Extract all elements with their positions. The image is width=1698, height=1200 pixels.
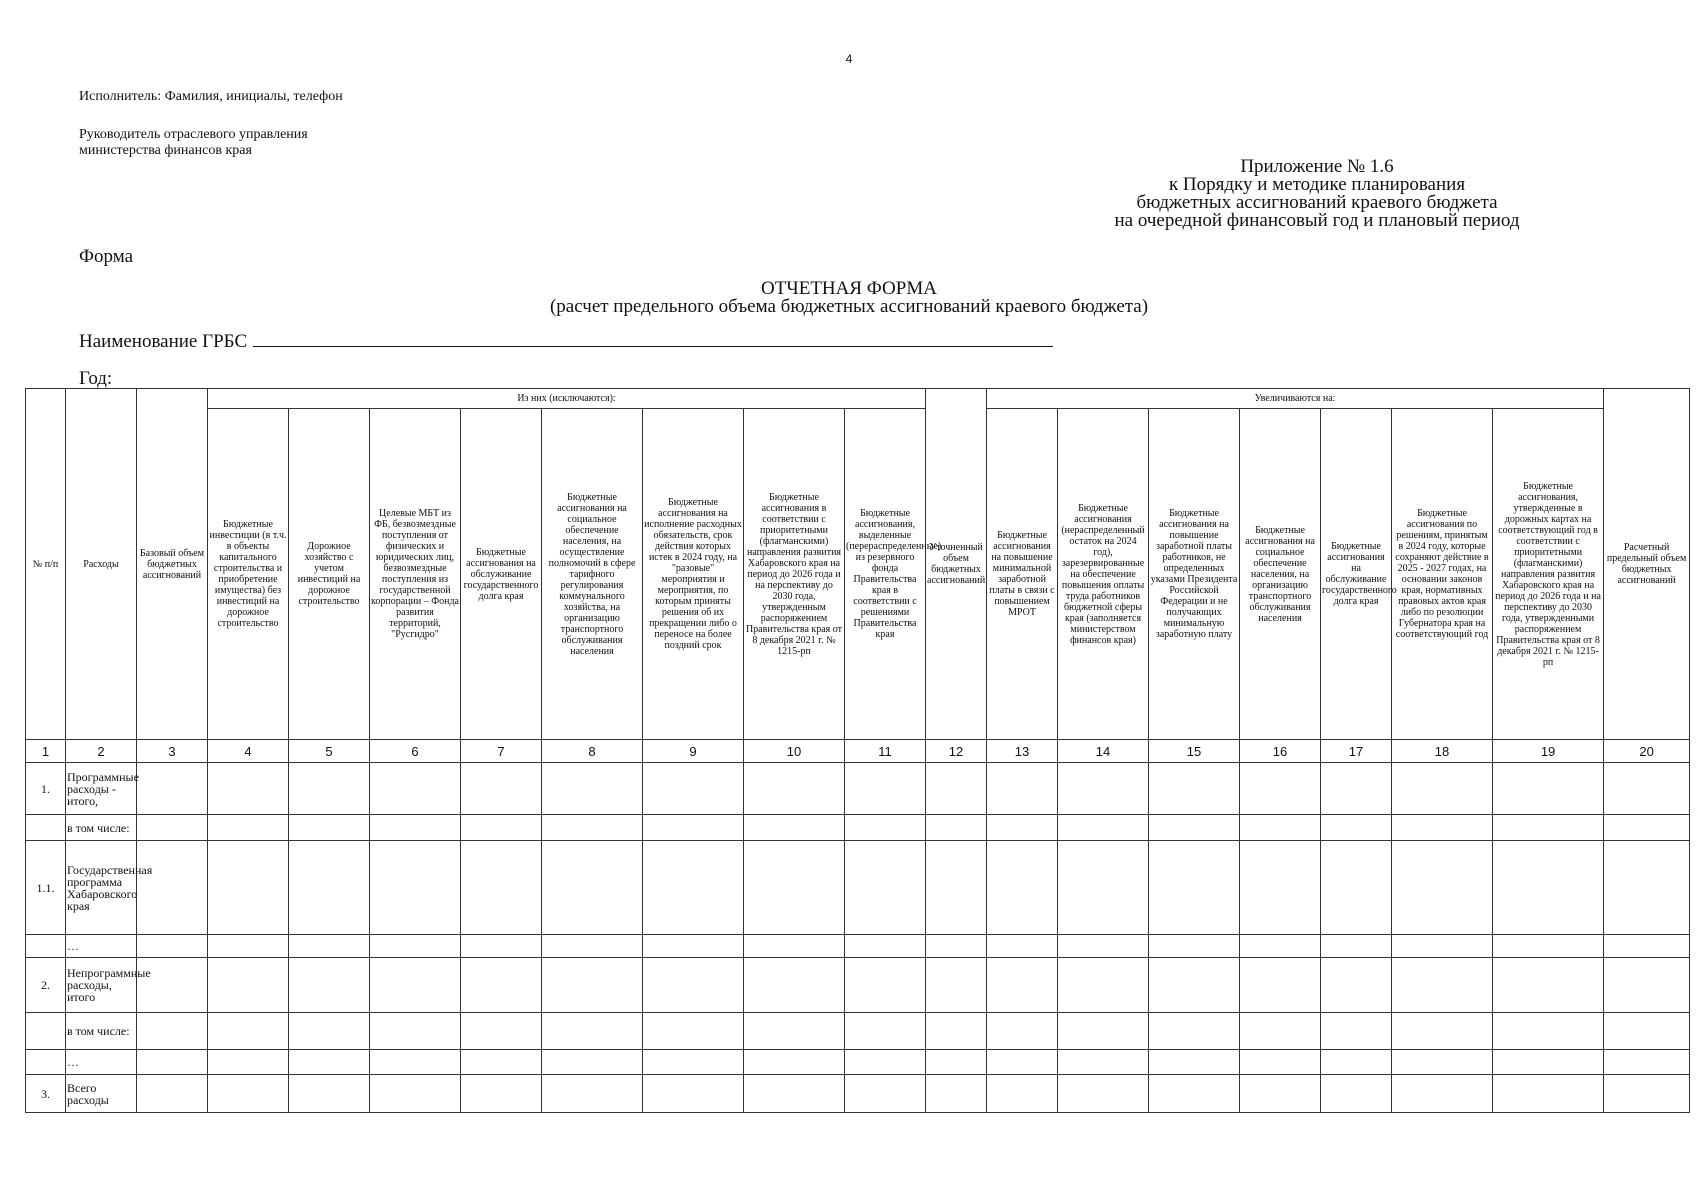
year-label: Год: <box>79 368 113 389</box>
column-number-cell: 18 <box>1392 740 1493 763</box>
empty-value-cell <box>1392 1013 1493 1050</box>
empty-value-cell <box>926 1075 987 1113</box>
col-header-13: Бюджетные ассигнования на повышение минимальной заработной платы в связи с повышением МРОТ <box>987 409 1058 740</box>
empty-value-cell <box>461 1013 542 1050</box>
empty-value-cell <box>208 958 289 1013</box>
empty-value-cell <box>1149 1013 1240 1050</box>
empty-value-cell <box>1392 1075 1493 1113</box>
empty-value-cell <box>1604 1050 1690 1075</box>
empty-value-cell <box>137 1013 208 1050</box>
row-label-cell: в том числе: <box>66 815 137 841</box>
col-header-16: Бюджетные ассигнования на социальное обеспечение населения, на организацию транспортного обслуживания населения <box>1240 409 1321 740</box>
empty-value-cell <box>987 763 1058 815</box>
row-number-cell: 3. <box>26 1075 66 1113</box>
col-header-2: Расходы <box>66 389 137 740</box>
col-header-20: Расчетный предельный объем бюджетных ассигнований <box>1604 389 1690 740</box>
empty-value-cell <box>1604 1075 1690 1113</box>
row-label-cell: … <box>66 1050 137 1075</box>
empty-value-cell <box>845 935 926 958</box>
empty-value-cell <box>208 1075 289 1113</box>
grbs-field <box>79 330 1053 353</box>
empty-value-cell <box>370 763 461 815</box>
empty-value-cell <box>542 763 643 815</box>
col-header-8: Бюджетные ассигнования на социальное обеспечение населения, на осуществление полномочий в сфере тарифного регулирования коммунального хозяйства, на организацию транспортного обслуживания населения <box>542 409 643 740</box>
col-header-14: Бюджетные ассигнования (нераспределенный остаток на 2024 год), зарезервированные на обеспечение повышения оплаты труда работников бюджетной сферы края (заполняется министерством финансов края) <box>1058 409 1149 740</box>
col-header-18: Бюджетные ассигнования по решениям, принятым в 2024 году, которые сохраняют действие в 2025 - 2027 годах, на основании законов края, нормативных правовых актов края либо по резолюции Губернатора края на соответствующий год <box>1392 409 1493 740</box>
column-number-cell: 16 <box>1240 740 1321 763</box>
empty-value-cell <box>289 935 370 958</box>
empty-value-cell <box>987 958 1058 1013</box>
empty-value-cell <box>987 815 1058 841</box>
empty-value-cell <box>1058 1050 1149 1075</box>
col-header-7: Бюджетные ассигнования на обслуживание государственного долга края <box>461 409 542 740</box>
col-header-4: Бюджетные инвестиции (в т.ч. в объекты капитального строительства и приобретение имущества) без инвестиций на дорожное строительство <box>208 409 289 740</box>
col-header-3: Базовый объем бюджетных ассигнований <box>137 389 208 740</box>
table-row <box>26 1075 1690 1113</box>
empty-value-cell <box>1604 763 1690 815</box>
column-number-cell: 1 <box>26 740 66 763</box>
empty-value-cell <box>744 1013 845 1050</box>
column-number-cell: 8 <box>542 740 643 763</box>
empty-value-cell <box>542 1075 643 1113</box>
row-label-cell: в том числе: <box>66 1013 137 1050</box>
empty-value-cell <box>744 1075 845 1113</box>
appendix-line-3: бюджетных ассигнований краевого бюджета <box>1136 192 1498 213</box>
column-number-cell: 2 <box>66 740 137 763</box>
empty-value-cell <box>1392 763 1493 815</box>
empty-value-cell <box>370 935 461 958</box>
empty-value-cell <box>1149 1075 1240 1113</box>
empty-value-cell <box>461 935 542 958</box>
empty-value-cell <box>289 815 370 841</box>
empty-value-cell <box>643 1013 744 1050</box>
col-header-11: Бюджетные ассигнования, выделенные (перераспределенные) из резервного фонда Правительства края в соответствии с решениями Правительства края <box>845 409 926 740</box>
appendix-line-2: к Порядку и методике планирования <box>1168 174 1466 195</box>
empty-value-cell <box>1058 958 1149 1013</box>
head-signature-block <box>79 127 308 159</box>
group-header-increased: Увеличиваются на: <box>987 389 1604 409</box>
table-row <box>26 958 1690 1013</box>
empty-value-cell <box>987 935 1058 958</box>
empty-value-cell <box>1321 958 1392 1013</box>
empty-value-cell <box>289 958 370 1013</box>
empty-value-cell <box>1604 1013 1690 1050</box>
empty-value-cell <box>1058 815 1149 841</box>
empty-value-cell <box>1493 841 1604 935</box>
empty-value-cell <box>643 935 744 958</box>
empty-value-cell <box>461 815 542 841</box>
empty-value-cell <box>643 763 744 815</box>
form-label: Форма <box>79 246 134 267</box>
row-number-cell <box>26 1050 66 1075</box>
empty-value-cell <box>744 763 845 815</box>
column-number-cell: 10 <box>744 740 845 763</box>
column-number-cell: 20 <box>1604 740 1690 763</box>
empty-value-cell <box>461 1050 542 1075</box>
empty-value-cell <box>289 1013 370 1050</box>
column-number-cell: 15 <box>1149 740 1240 763</box>
empty-value-cell <box>845 815 926 841</box>
empty-value-cell <box>1392 841 1493 935</box>
empty-value-cell <box>1493 958 1604 1013</box>
table-row <box>26 763 1690 815</box>
empty-value-cell <box>845 958 926 1013</box>
empty-value-cell <box>542 1050 643 1075</box>
row-number-cell <box>26 1013 66 1050</box>
empty-value-cell <box>643 841 744 935</box>
empty-value-cell <box>370 815 461 841</box>
empty-value-cell <box>1321 815 1392 841</box>
empty-value-cell <box>1604 815 1690 841</box>
table-row <box>26 815 1690 841</box>
empty-value-cell <box>1058 1075 1149 1113</box>
empty-value-cell <box>1149 1050 1240 1075</box>
empty-value-cell <box>461 841 542 935</box>
column-number-cell: 7 <box>461 740 542 763</box>
empty-value-cell <box>208 815 289 841</box>
col-header-1: № п/п <box>26 389 66 740</box>
col-header-19: Бюджетные ассигнования, утвержденные в дорожных картах на соответствующий год в соответствии с приоритетными (флагманскими) направления развития Хабаровского края на период до 2026 года и на перспективу до 2030 года, утвержденными распоряжением Правительства края от 8 декабря 2021 г. № 1215-рп <box>1493 409 1604 740</box>
calculation-table <box>25 388 1690 1113</box>
empty-value-cell <box>137 763 208 815</box>
empty-value-cell <box>744 841 845 935</box>
empty-value-cell <box>1240 1013 1321 1050</box>
empty-value-cell <box>1149 763 1240 815</box>
empty-value-cell <box>289 841 370 935</box>
row-number-cell: 2. <box>26 958 66 1013</box>
title-line-2: (расчет предельного объема бюджетных ассигнований краевого бюджета) <box>549 296 1149 317</box>
empty-value-cell <box>987 1050 1058 1075</box>
empty-value-cell <box>1392 935 1493 958</box>
empty-value-cell <box>1240 1050 1321 1075</box>
empty-value-cell <box>1392 958 1493 1013</box>
col-header-5: Дорожное хозяйство с учетом инвестиций на дорожное строительство <box>289 409 370 740</box>
col-header-15: Бюджетные ассигнования на повышение заработной платы работников, не определенных указами Президента Российской Федерации и не получающих минимальную заработную плату <box>1149 409 1240 740</box>
column-number-cell: 14 <box>1058 740 1149 763</box>
empty-value-cell <box>289 1050 370 1075</box>
empty-value-cell <box>1392 1050 1493 1075</box>
empty-value-cell <box>1321 1075 1392 1113</box>
executor-line: Исполнитель: Фамилия, инициалы, телефон <box>79 89 343 104</box>
empty-value-cell <box>1493 763 1604 815</box>
empty-value-cell <box>137 1050 208 1075</box>
row-label-cell: … <box>66 935 137 958</box>
row-label-cell: Непрограммные расходы, итого <box>66 958 137 1013</box>
empty-value-cell <box>643 815 744 841</box>
table-row <box>26 841 1690 935</box>
empty-value-cell <box>1392 815 1493 841</box>
empty-value-cell <box>926 958 987 1013</box>
empty-value-cell <box>1493 815 1604 841</box>
empty-value-cell <box>987 841 1058 935</box>
empty-value-cell <box>744 958 845 1013</box>
empty-value-cell <box>1493 1075 1604 1113</box>
empty-value-cell <box>208 935 289 958</box>
empty-value-cell <box>1058 1013 1149 1050</box>
empty-value-cell <box>1240 815 1321 841</box>
empty-value-cell <box>845 1075 926 1113</box>
empty-value-cell <box>289 763 370 815</box>
empty-value-cell <box>1240 958 1321 1013</box>
empty-value-cell <box>643 1075 744 1113</box>
empty-value-cell <box>1240 763 1321 815</box>
appendix-line-1: Приложение № 1.6 <box>1240 156 1394 177</box>
empty-value-cell <box>1149 935 1240 958</box>
row-label-cell: Всего расходы <box>66 1075 137 1113</box>
col-header-12: Уточненный объем бюджетных ассигнований <box>926 389 987 740</box>
empty-value-cell <box>1604 958 1690 1013</box>
empty-value-cell <box>926 935 987 958</box>
empty-value-cell <box>461 958 542 1013</box>
empty-value-cell <box>1493 1013 1604 1050</box>
appendix-line-4: на очередной финансовый год и плановый период <box>1114 210 1520 231</box>
empty-value-cell <box>542 841 643 935</box>
empty-value-cell <box>208 763 289 815</box>
empty-value-cell <box>137 1075 208 1113</box>
empty-value-cell <box>137 841 208 935</box>
empty-value-cell <box>542 958 643 1013</box>
empty-value-cell <box>926 841 987 935</box>
column-number-cell: 6 <box>370 740 461 763</box>
empty-value-cell <box>926 1050 987 1075</box>
empty-value-cell <box>643 958 744 1013</box>
empty-value-cell <box>370 1075 461 1113</box>
row-number-cell <box>26 815 66 841</box>
empty-value-cell <box>461 763 542 815</box>
empty-value-cell <box>845 1050 926 1075</box>
empty-value-cell <box>1493 1050 1604 1075</box>
head-line-1: Руководитель отраслевого управления <box>79 127 308 142</box>
row-number-cell: 1.1. <box>26 841 66 935</box>
empty-value-cell <box>1321 935 1392 958</box>
empty-value-cell <box>1604 841 1690 935</box>
empty-value-cell <box>1321 1013 1392 1050</box>
empty-value-cell <box>1240 1075 1321 1113</box>
column-number-cell: 9 <box>643 740 744 763</box>
empty-value-cell <box>370 1013 461 1050</box>
empty-value-cell <box>926 1013 987 1050</box>
empty-value-cell <box>1149 958 1240 1013</box>
empty-value-cell <box>370 958 461 1013</box>
col-header-10: Бюджетные ассигнования в соответствии с приоритетными (флагманскими) направления развития Хабаровского края на период до 2026 года и на перспективу до 2030 года, утвержденным распоряжением Правительства края от 8 декабря 2021 г. № 1215-рп <box>744 409 845 740</box>
empty-value-cell <box>987 1013 1058 1050</box>
table-row <box>26 1050 1690 1075</box>
group-header-excluded: Из них (исключаются): <box>208 389 926 409</box>
empty-value-cell <box>137 815 208 841</box>
column-number-cell: 17 <box>1321 740 1392 763</box>
empty-value-cell <box>1058 935 1149 958</box>
head-line-2: министерства финансов края <box>79 143 252 158</box>
empty-value-cell <box>1240 841 1321 935</box>
page-number: 4 <box>845 52 853 66</box>
column-number-cell: 3 <box>137 740 208 763</box>
column-number-cell: 19 <box>1493 740 1604 763</box>
empty-value-cell <box>744 1050 845 1075</box>
col-header-17: Бюджетные ассигнования на обслуживание государственного долга края <box>1321 409 1392 740</box>
empty-value-cell <box>926 815 987 841</box>
empty-value-cell <box>926 763 987 815</box>
empty-value-cell <box>1058 763 1149 815</box>
table-row <box>26 935 1690 958</box>
column-number-row <box>26 740 1690 763</box>
col-header-6: Целевые МБТ из ФБ, безвозмездные поступления от физических и юридических лиц, безвозмездные поступления из государственной корпорации – Фонда развития территорий, "Русгидро" <box>370 409 461 740</box>
empty-value-cell <box>289 1075 370 1113</box>
empty-value-cell <box>744 815 845 841</box>
grbs-label: Наименование ГРБС <box>79 331 248 352</box>
empty-value-cell <box>1149 815 1240 841</box>
empty-value-cell <box>1058 841 1149 935</box>
empty-value-cell <box>1240 935 1321 958</box>
empty-value-cell <box>845 1013 926 1050</box>
empty-value-cell <box>208 1050 289 1075</box>
table-row <box>26 1013 1690 1050</box>
empty-value-cell <box>542 935 643 958</box>
row-label-cell: Государственная программа Хабаровского края <box>66 841 137 935</box>
empty-value-cell <box>542 1013 643 1050</box>
empty-value-cell <box>1321 1050 1392 1075</box>
empty-value-cell <box>137 935 208 958</box>
column-number-cell: 13 <box>987 740 1058 763</box>
row-number-cell <box>26 935 66 958</box>
grbs-fill-line <box>253 330 1053 347</box>
column-number-cell: 12 <box>926 740 987 763</box>
empty-value-cell <box>643 1050 744 1075</box>
column-number-cell: 4 <box>208 740 289 763</box>
empty-value-cell <box>542 815 643 841</box>
empty-value-cell <box>987 1075 1058 1113</box>
col-header-9: Бюджетные ассигнования на исполнение расходных обязательств, срок действия которых истек в 2024 году, на "разовые" мероприятия и мероприятия, по которым приняты решения об их прекращении либо о переносе на более поздний срок <box>643 409 744 740</box>
empty-value-cell <box>744 935 845 958</box>
empty-value-cell <box>370 1050 461 1075</box>
empty-value-cell <box>1604 935 1690 958</box>
empty-value-cell <box>845 841 926 935</box>
empty-value-cell <box>461 1075 542 1113</box>
empty-value-cell <box>1321 841 1392 935</box>
row-number-cell: 1. <box>26 763 66 815</box>
row-label-cell: Программные расходы - итого, <box>66 763 137 815</box>
empty-value-cell <box>370 841 461 935</box>
empty-value-cell <box>1149 841 1240 935</box>
empty-value-cell <box>1493 935 1604 958</box>
column-number-cell: 11 <box>845 740 926 763</box>
empty-value-cell <box>1321 763 1392 815</box>
empty-value-cell <box>208 841 289 935</box>
table-body <box>26 740 1690 1113</box>
empty-value-cell <box>208 1013 289 1050</box>
empty-value-cell <box>845 763 926 815</box>
title-line-1: ОТЧЕТНАЯ ФОРМА <box>761 278 937 299</box>
appendix-block <box>1037 158 1597 230</box>
column-number-cell: 5 <box>289 740 370 763</box>
form-title <box>0 280 1698 316</box>
